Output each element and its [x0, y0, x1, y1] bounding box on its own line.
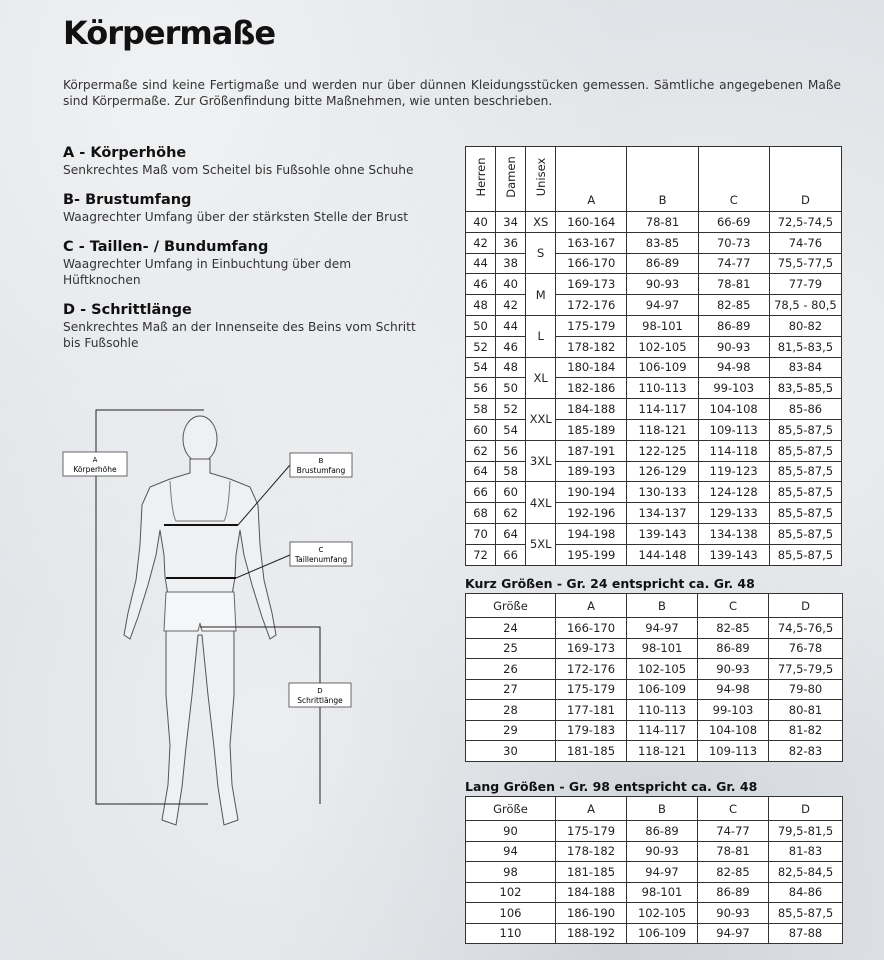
cell-b: 106-109 [627, 679, 698, 700]
col-header-b: B [627, 797, 698, 821]
cell-herren: 56 [466, 378, 496, 399]
cell-c: 99-103 [698, 700, 769, 721]
col-header-a: A [556, 594, 627, 618]
cell-size: 25 [466, 638, 556, 659]
cell-a: 194-198 [556, 523, 627, 544]
table-row [466, 440, 842, 461]
definition-text: Senkrechtes Maß an der Innenseite des Beins vom Schritt bis Fußsohle [63, 320, 416, 350]
cell-herren: 42 [466, 232, 496, 253]
intro-text: Körpermaße sind keine Fertigmaße und werden nur über dünnen Kleidungsstücken gemessen. Sämtliche angegebenen Maße sind Körpermaße. Zur Größenfindung bitte Maßnehmen, wie unten beschrieben. [63, 78, 841, 108]
col-header-size: Größe [466, 594, 556, 618]
cell-a: 177-181 [556, 700, 627, 721]
cell-c: 86-89 [698, 882, 769, 903]
cell-herren: 68 [466, 503, 496, 524]
cell-b: 106-109 [627, 357, 698, 378]
label-b-text: Brustumfang [296, 466, 346, 475]
table-row [466, 741, 843, 762]
col-header-b: B [627, 147, 698, 212]
cell-b: 102-105 [627, 659, 698, 680]
cell-d: 77,5-79,5 [769, 659, 843, 680]
cell-size: 27 [466, 679, 556, 700]
cell-a: 163-167 [556, 232, 627, 253]
cell-unisex: 5XL [526, 523, 556, 565]
cell-d: 74,5-76,5 [769, 618, 843, 639]
cell-unisex: XS [526, 212, 556, 233]
cell-b: 83-85 [627, 232, 698, 253]
cell-c: 109-113 [698, 419, 769, 440]
cell-a: 172-176 [556, 295, 627, 316]
cell-herren: 70 [466, 523, 496, 544]
cell-unisex: 4XL [526, 482, 556, 524]
cell-herren: 48 [466, 295, 496, 316]
table-row [466, 821, 843, 842]
table-header-row [466, 594, 843, 618]
cell-d: 85,5-87,5 [769, 503, 841, 524]
cell-damen: 44 [496, 315, 526, 336]
cell-herren: 52 [466, 336, 496, 357]
cell-damen: 36 [496, 232, 526, 253]
cell-a: 184-188 [556, 399, 627, 420]
cell-b: 110-113 [627, 378, 698, 399]
cell-damen: 50 [496, 378, 526, 399]
col-header-c: C [698, 797, 769, 821]
cell-damen: 38 [496, 253, 526, 274]
cell-d: 84-86 [769, 882, 843, 903]
cell-a: 178-182 [556, 841, 627, 862]
table-row [466, 923, 843, 944]
cell-a: 175-179 [556, 315, 627, 336]
cell-a: 169-173 [556, 638, 627, 659]
table-row [466, 618, 843, 639]
cell-a: 182-186 [556, 378, 627, 399]
cell-c: 119-123 [698, 461, 769, 482]
cell-a: 160-164 [556, 212, 627, 233]
cell-herren: 58 [466, 399, 496, 420]
definition-a [63, 144, 423, 178]
cell-d: 85,5-87,5 [769, 440, 841, 461]
label-a [63, 452, 127, 476]
cell-b: 134-137 [627, 503, 698, 524]
cell-herren: 64 [466, 461, 496, 482]
cell-b: 90-93 [627, 274, 698, 295]
cell-b: 106-109 [627, 923, 698, 944]
cell-b: 122-125 [627, 440, 698, 461]
cell-d: 85,5-87,5 [769, 523, 841, 544]
definition-b [63, 191, 423, 225]
cell-a: 179-183 [556, 720, 627, 741]
cell-d: 81,5-83,5 [769, 336, 841, 357]
cell-c: 74-77 [698, 253, 769, 274]
label-c-letter: C [318, 546, 324, 554]
table-row [466, 862, 843, 883]
cell-d: 85,5-87,5 [769, 544, 841, 565]
col-header-d: D [769, 147, 841, 212]
table-row [466, 419, 842, 440]
cell-b: 126-129 [627, 461, 698, 482]
cell-a: 187-191 [556, 440, 627, 461]
cell-damen: 66 [496, 544, 526, 565]
main-size-table [465, 146, 842, 566]
col-header-a: A [556, 797, 627, 821]
cell-b: 110-113 [627, 700, 698, 721]
cell-unisex: L [526, 315, 556, 357]
cell-herren: 72 [466, 544, 496, 565]
cell-d: 80-82 [769, 315, 841, 336]
cell-d: 82,5-84,5 [769, 862, 843, 883]
cell-unisex: XL [526, 357, 556, 399]
cell-c: 78-81 [698, 274, 769, 295]
cell-b: 98-101 [627, 882, 698, 903]
cell-herren: 46 [466, 274, 496, 295]
table-row [466, 841, 843, 862]
definition-heading: A - Körperhöhe [63, 145, 187, 161]
cell-b: 86-89 [627, 253, 698, 274]
cell-d: 80-81 [769, 700, 843, 721]
label-b-letter: B [318, 457, 324, 465]
cell-damen: 58 [496, 461, 526, 482]
cell-size: 110 [466, 923, 556, 944]
cell-b: 114-117 [627, 720, 698, 741]
col-header-c: C [698, 594, 769, 618]
cell-d: 83-84 [769, 357, 841, 378]
cell-c: 66-69 [698, 212, 769, 233]
table-row [466, 638, 843, 659]
definition-heading: B- Brustumfang [63, 192, 192, 208]
col-header-damen: Damen [496, 147, 526, 212]
col-header-d: D [769, 594, 843, 618]
cell-unisex: M [526, 274, 556, 316]
cell-b: 114-117 [627, 399, 698, 420]
table-row [466, 315, 842, 336]
cell-herren: 44 [466, 253, 496, 274]
col-header-herren: Herren [466, 147, 496, 212]
table-row [466, 679, 843, 700]
table-row [466, 357, 842, 378]
col-header-c: C [698, 147, 769, 212]
cell-damen: 34 [496, 212, 526, 233]
cell-c: 94-97 [698, 923, 769, 944]
definition-heading: C - Taillen- / Bundumfang [63, 239, 269, 255]
cell-d: 81-83 [769, 841, 843, 862]
cell-a: 172-176 [556, 659, 627, 680]
cell-b: 86-89 [627, 821, 698, 842]
cell-c: 139-143 [698, 544, 769, 565]
cell-herren: 40 [466, 212, 496, 233]
lang-table-wrap [465, 796, 843, 944]
cell-size: 30 [466, 741, 556, 762]
table-row [466, 336, 842, 357]
table-row [466, 232, 842, 253]
cell-a: 175-179 [556, 679, 627, 700]
cell-a: 195-199 [556, 544, 627, 565]
cell-size: 102 [466, 882, 556, 903]
cell-b: 94-97 [627, 295, 698, 316]
cell-a: 169-173 [556, 274, 627, 295]
col-header-b: B [627, 594, 698, 618]
table-header-row [466, 147, 842, 212]
table-row [466, 523, 842, 544]
cell-d: 83,5-85,5 [769, 378, 841, 399]
label-a-text: Körperhöhe [73, 465, 117, 474]
cell-unisex: S [526, 232, 556, 274]
table-row [466, 461, 842, 482]
cell-a: 180-184 [556, 357, 627, 378]
cell-d: 82-83 [769, 741, 843, 762]
cell-c: 86-89 [698, 638, 769, 659]
body-silhouette [124, 416, 276, 825]
cell-c: 90-93 [698, 659, 769, 680]
cell-unisex: XXL [526, 399, 556, 441]
label-d-text: Schrittlänge [297, 696, 343, 705]
col-header-a: A [556, 147, 627, 212]
cell-herren: 50 [466, 315, 496, 336]
table-header-row [466, 797, 843, 821]
label-c [290, 542, 352, 566]
table-row [466, 274, 842, 295]
cell-herren: 54 [466, 357, 496, 378]
cell-size: 24 [466, 618, 556, 639]
definition-text: Waagrechter Umfang in Einbuchtung über dem Hüftknochen [63, 257, 352, 287]
cell-d: 79,5-81,5 [769, 821, 843, 842]
cell-a: 178-182 [556, 336, 627, 357]
table-row [466, 700, 843, 721]
cell-c: 104-108 [698, 399, 769, 420]
col-header-d: D [769, 797, 843, 821]
cell-d: 78,5 - 80,5 [769, 295, 841, 316]
definition-text: Waagrechter Umfang über der stärksten Stelle der Brust [63, 210, 409, 224]
cell-d: 85,5-87,5 [769, 461, 841, 482]
cell-c: 90-93 [698, 336, 769, 357]
cell-d: 87-88 [769, 923, 843, 944]
cell-a: 186-190 [556, 903, 627, 924]
cell-herren: 60 [466, 419, 496, 440]
cell-damen: 64 [496, 523, 526, 544]
col-header-unisex: Unisex [526, 147, 556, 212]
cell-c: 94-98 [698, 679, 769, 700]
cell-d: 74-76 [769, 232, 841, 253]
cell-a: 166-170 [556, 618, 627, 639]
cell-damen: 56 [496, 440, 526, 461]
cell-d: 79-80 [769, 679, 843, 700]
kurz-table-wrap [465, 593, 843, 762]
cell-damen: 40 [496, 274, 526, 295]
cell-herren: 66 [466, 482, 496, 503]
table-row [466, 378, 842, 399]
cell-size: 98 [466, 862, 556, 883]
cell-d: 85-86 [769, 399, 841, 420]
cell-a: 181-185 [556, 741, 627, 762]
cell-d: 77-79 [769, 274, 841, 295]
cell-a: 192-196 [556, 503, 627, 524]
cell-a: 175-179 [556, 821, 627, 842]
definition-text: Senkrechtes Maß vom Scheitel bis Fußsohle ohne Schuhe [63, 163, 414, 177]
cell-b: 94-97 [627, 618, 698, 639]
table-row [466, 659, 843, 680]
label-d-letter: D [317, 687, 323, 695]
cell-d: 81-82 [769, 720, 843, 741]
body-measurement-figure [0, 395, 440, 845]
cell-size: 26 [466, 659, 556, 680]
cell-c: 82-85 [698, 295, 769, 316]
table-row [466, 882, 843, 903]
table-row [466, 295, 842, 316]
cell-a: 166-170 [556, 253, 627, 274]
cell-b: 102-105 [627, 336, 698, 357]
cell-size: 94 [466, 841, 556, 862]
cell-a: 185-189 [556, 419, 627, 440]
cell-c: 104-108 [698, 720, 769, 741]
table-row [466, 720, 843, 741]
cell-size: 106 [466, 903, 556, 924]
measurement-definitions [63, 144, 423, 364]
cell-c: 74-77 [698, 821, 769, 842]
cell-b: 130-133 [627, 482, 698, 503]
definition-heading: D - Schrittlänge [63, 302, 192, 318]
cell-c: 109-113 [698, 741, 769, 762]
cell-c: 124-128 [698, 482, 769, 503]
label-c-text: Taillenumfang [294, 555, 348, 564]
cell-herren: 62 [466, 440, 496, 461]
lang-size-table [465, 796, 843, 944]
cell-b: 98-101 [627, 638, 698, 659]
cell-c: 94-98 [698, 357, 769, 378]
cell-c: 82-85 [698, 862, 769, 883]
cell-c: 86-89 [698, 315, 769, 336]
cell-b: 78-81 [627, 212, 698, 233]
cell-unisex: 3XL [526, 440, 556, 482]
cell-a: 190-194 [556, 482, 627, 503]
cell-c: 134-138 [698, 523, 769, 544]
cell-b: 118-121 [627, 741, 698, 762]
cell-b: 94-97 [627, 862, 698, 883]
table-row [466, 503, 842, 524]
cell-d: 85,5-87,5 [769, 903, 843, 924]
cell-damen: 60 [496, 482, 526, 503]
cell-c: 82-85 [698, 618, 769, 639]
cell-c: 129-133 [698, 503, 769, 524]
cell-size: 29 [466, 720, 556, 741]
table-row [466, 212, 842, 233]
cell-a: 188-192 [556, 923, 627, 944]
kurz-size-table [465, 593, 843, 762]
definition-c [63, 238, 423, 288]
cell-a: 184-188 [556, 882, 627, 903]
cell-damen: 54 [496, 419, 526, 440]
col-header-size: Größe [466, 797, 556, 821]
lang-caption: Lang Größen - Gr. 98 entspricht ca. Gr. 48 [465, 779, 758, 794]
table-row [466, 482, 842, 503]
cell-d: 72,5-74,5 [769, 212, 841, 233]
cell-b: 139-143 [627, 523, 698, 544]
main-size-table-wrap [465, 146, 842, 566]
cell-size: 90 [466, 821, 556, 842]
cell-c: 78-81 [698, 841, 769, 862]
cell-c: 70-73 [698, 232, 769, 253]
cell-b: 98-101 [627, 315, 698, 336]
label-b [290, 453, 352, 477]
label-a-letter: A [92, 456, 98, 464]
cell-b: 118-121 [627, 419, 698, 440]
cell-d: 85,5-87,5 [769, 482, 841, 503]
kurz-caption: Kurz Größen - Gr. 24 entspricht ca. Gr. 48 [465, 576, 755, 591]
cell-d: 85,5-87,5 [769, 419, 841, 440]
cell-damen: 48 [496, 357, 526, 378]
cell-b: 144-148 [627, 544, 698, 565]
label-d [289, 683, 351, 707]
table-row [466, 903, 843, 924]
table-row [466, 253, 842, 274]
cell-a: 181-185 [556, 862, 627, 883]
cell-c: 114-118 [698, 440, 769, 461]
cell-c: 99-103 [698, 378, 769, 399]
cell-d: 76-78 [769, 638, 843, 659]
cell-damen: 62 [496, 503, 526, 524]
page-title: Körpermaße [63, 14, 276, 52]
cell-c: 90-93 [698, 903, 769, 924]
cell-damen: 46 [496, 336, 526, 357]
cell-damen: 42 [496, 295, 526, 316]
definition-d [63, 301, 423, 351]
cell-size: 28 [466, 700, 556, 721]
table-row [466, 399, 842, 420]
cell-a: 189-193 [556, 461, 627, 482]
cell-b: 102-105 [627, 903, 698, 924]
cell-d: 75,5-77,5 [769, 253, 841, 274]
cell-b: 90-93 [627, 841, 698, 862]
table-row [466, 544, 842, 565]
cell-damen: 52 [496, 399, 526, 420]
